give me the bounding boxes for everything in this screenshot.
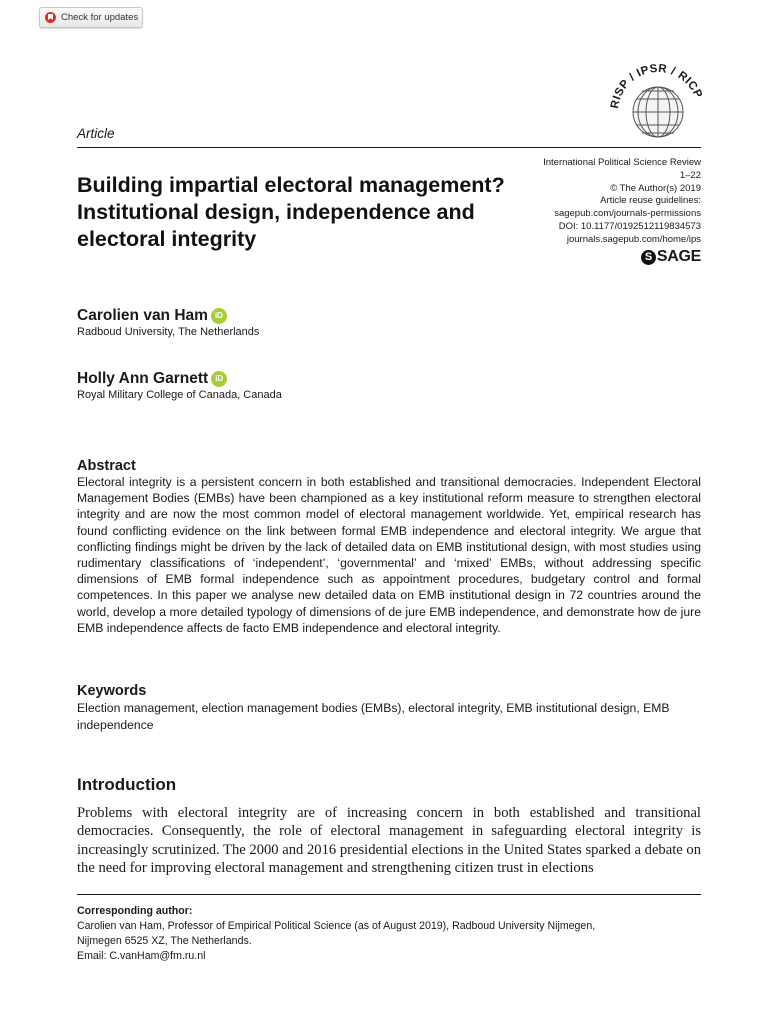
abstract-text: Electoral integrity is a persistent concern in both established and transitional democracies. Independent Electoral Management Bodies (EMBs) have been championed as a key institutional reform measure to strengthen electoral integrity and are now the most common model of electoral management worldwide. Yet, empirical research has found conflicting evidence on the link between formal EMB independence and electoral integrity. We argue that conflicting findings might be driven by the lack of detailed data on EMB institutional design, with most studies using rudimentary classifications of ‘independent’, ‘governmental’ and ‘mixed’ EMBs, without addressing specific dimensions of EMB formal independence such as appointment procedures, budgetary control and formal competences. In this paper we analyse new detailed data on EMB institutional design in 72 countries around the world, develop a more detailed typology of dimensions of de jure EMB independence, and demonstrate how de jure EMB independence affects de facto EMB independence and electoral integrity. (77, 475, 701, 635)
corresponding-author-heading: Corresponding author: (77, 905, 193, 917)
bookmark-icon (45, 12, 56, 23)
keywords-heading: Keywords (77, 683, 147, 699)
author-2-affiliation: Royal Military College of Canada, Canada (77, 389, 282, 401)
journal-globe-logo (606, 52, 706, 142)
article-type-label: Article (77, 126, 115, 141)
journal-name: International Political Science Review (543, 157, 701, 168)
sage-logo (641, 248, 701, 266)
reuse-guidelines-label: Article reuse guidelines: (600, 195, 701, 207)
page-range: 1–22 (679, 169, 701, 181)
article-title: Building impartial electoral management? Institutional design, independence and electoral integrity (77, 173, 505, 251)
author-name (77, 370, 227, 388)
orcid-icon[interactable]: iD (211, 371, 227, 387)
corresponding-author-line: Carolien van Ham, Professor of Empirical Political Science (as of August 2019), Radboud University Nijmegen, (77, 920, 596, 932)
orcid-icon[interactable]: iD (211, 308, 227, 324)
journal-metadata (441, 157, 701, 247)
header-divider (77, 147, 701, 148)
author-2-name: Holly Ann Garnett (77, 370, 209, 387)
introduction-heading: Introduction (77, 775, 177, 794)
author-name (77, 307, 227, 325)
author-1-name: Carolien van Ham (77, 307, 208, 324)
keywords-text: Election management, election management bodies (EMBs), electoral integrity, EMB institutional design, EMB independence (77, 701, 670, 732)
introduction-text: Problems with electoral integrity are of increasing concern in both established and transitional democracies. Consequently, the role of electoral management in safeguarding electoral integrity is increasingly scrutinized. The 2000 and 2016 presidential elections in the United States sparked a debate on the need for improving electoral management and strengthening citizen trust in elections (77, 805, 701, 877)
author-1-affiliation: Radboud University, The Netherlands (77, 326, 260, 338)
check-for-updates-label: Check for updates (61, 12, 139, 23)
abstract-heading: Abstract (77, 458, 136, 474)
footnote-divider (77, 894, 701, 895)
publisher-name: SAGE (656, 248, 701, 265)
corresponding-author-address: Nijmegen 6525 XZ, The Netherlands. (77, 935, 252, 947)
journal-home-link[interactable]: journals.sagepub.com/home/ips (566, 233, 701, 245)
check-for-updates-button[interactable] (39, 7, 143, 28)
sage-s-icon: S (641, 250, 656, 265)
doi-link[interactable]: DOI: 10.1177/0192512119834573 (558, 220, 701, 232)
corresponding-author-email[interactable]: Email: C.vanHam@fm.ru.nl (77, 950, 206, 962)
journal-logo-text: RISP / IPSR / RICP (609, 62, 705, 110)
corresponding-author-block (77, 904, 701, 964)
copyright-notice: © The Author(s) 2019 (610, 182, 701, 194)
permissions-link[interactable]: sagepub.com/journals-permissions (554, 208, 701, 220)
